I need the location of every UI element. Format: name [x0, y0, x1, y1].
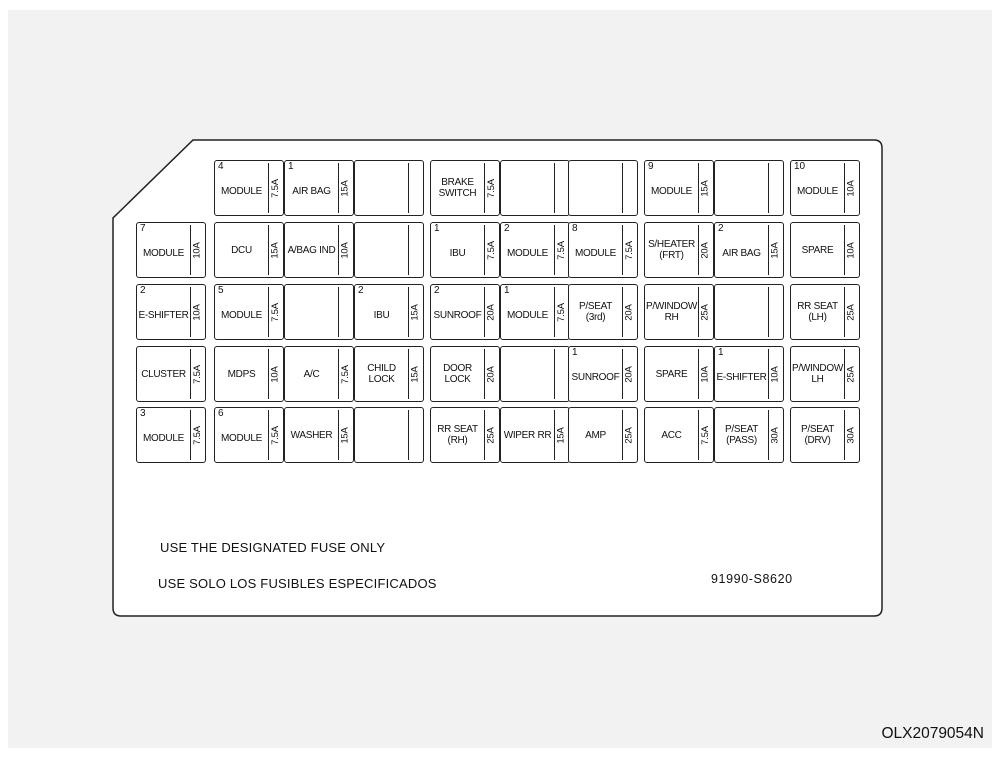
fuse-rating — [269, 347, 282, 401]
fuse-rating-text: 7.5A — [340, 364, 351, 384]
fuse-number: 2 — [358, 285, 364, 296]
fuse-rating-text: 10A — [192, 241, 203, 259]
fuse-rating — [269, 408, 282, 462]
fuse-slot — [354, 160, 424, 216]
fuse-slot — [644, 346, 714, 402]
fuse-label: SUNROOF — [571, 371, 620, 383]
fuse-slot — [568, 346, 638, 402]
fuse-rating — [699, 347, 712, 401]
fuse-slot — [284, 160, 354, 216]
fuse-slot — [790, 346, 860, 402]
fuse-label: SPARE — [801, 244, 834, 256]
fuse-slot — [500, 407, 570, 463]
fuse-number: 9 — [648, 161, 654, 172]
fuse-label: BRAKE SWITCH — [438, 177, 477, 199]
fuse-divider — [408, 410, 409, 460]
fuse-slot — [284, 284, 354, 340]
fuse-label: A/C — [303, 368, 320, 380]
fuse-slot — [214, 407, 284, 463]
fuse-rating — [699, 285, 712, 339]
fuse-label: WASHER — [290, 429, 333, 441]
fuse-label: RR SEAT (LH) — [797, 301, 838, 323]
fuse-rating-text: 15A — [410, 303, 421, 321]
fuse-slot — [284, 222, 354, 278]
fuse-divider — [408, 225, 409, 275]
fuse-slot — [430, 346, 500, 402]
fuse-slot — [644, 222, 714, 278]
fuse-slot — [284, 407, 354, 463]
fuse-label: AIR BAG — [292, 185, 331, 197]
fuse-rating — [269, 161, 282, 215]
fuse-rating-text: 15A — [770, 241, 781, 259]
fuse-slot — [430, 222, 500, 278]
fuse-label: P/WINDOW LH — [792, 363, 843, 385]
fuse-rating-text: 25A — [846, 365, 857, 383]
fuse-slot — [214, 160, 284, 216]
fuse-rating-text: 10A — [192, 303, 203, 321]
fuse-rating — [699, 223, 712, 277]
fuse-label: MODULE — [575, 247, 616, 259]
fuse-rating — [555, 285, 568, 339]
fuse-number: 8 — [572, 223, 578, 234]
fuse-rating — [269, 285, 282, 339]
fuse-label: MODULE — [797, 185, 838, 197]
fuse-rating — [623, 408, 636, 462]
fuse-divider — [622, 163, 623, 213]
fuse-rating — [485, 161, 498, 215]
fuse-slot — [790, 160, 860, 216]
fuse-rating-text: 7.5A — [486, 178, 497, 198]
fuse-number: 2 — [434, 285, 440, 296]
fuse-rating — [769, 347, 782, 401]
fuse-rating — [409, 285, 422, 339]
fuse-rating-text: 30A — [770, 426, 781, 444]
fuse-rating — [623, 285, 636, 339]
fuse-rating-text: 10A — [700, 365, 711, 383]
fuse-rating-text: 20A — [624, 365, 635, 383]
fuse-slot — [568, 222, 638, 278]
fuse-rating — [339, 408, 352, 462]
fuse-slot — [136, 222, 206, 278]
fuse-rating-text: 15A — [700, 179, 711, 197]
fuse-rating-text: 7.5A — [270, 178, 281, 198]
fuse-label: IBU — [373, 309, 390, 321]
fuse-rating-text: 15A — [410, 365, 421, 383]
fuse-slot — [354, 346, 424, 402]
fuse-rating — [339, 347, 352, 401]
fuse-slot — [568, 160, 638, 216]
fuse-rating-text: 25A — [624, 426, 635, 444]
fuse-slot — [430, 160, 500, 216]
fuse-number: 3 — [140, 408, 146, 419]
fuse-rating-text: 7.5A — [270, 425, 281, 445]
fuse-label: DCU — [231, 244, 252, 256]
fuse-rating-text: 10A — [846, 241, 857, 259]
fuse-rating-text: 20A — [486, 365, 497, 383]
fuse-slot — [714, 407, 784, 463]
fuse-label — [501, 347, 554, 401]
fuse-rating-text: 10A — [770, 365, 781, 383]
fuse-slot — [790, 284, 860, 340]
fuse-label: A/BAG IND — [287, 244, 336, 256]
fuse-label — [355, 408, 408, 462]
fuse-number: 2 — [718, 223, 724, 234]
fuse-slot — [214, 284, 284, 340]
fuse-slot — [214, 222, 284, 278]
fuse-rating — [769, 223, 782, 277]
fuse-rating-text: 7.5A — [192, 425, 203, 445]
fuse-slot — [500, 284, 570, 340]
fuse-label: MODULE — [221, 185, 262, 197]
fuse-rating — [845, 347, 858, 401]
fuse-label — [715, 285, 768, 339]
fuse-number: 1 — [288, 161, 294, 172]
fuse-slot — [500, 160, 570, 216]
fuse-slot — [644, 160, 714, 216]
fuse-rating-text: 10A — [846, 179, 857, 197]
fuse-rating-text: 15A — [556, 426, 567, 444]
fuse-rating — [769, 408, 782, 462]
fuse-divider — [408, 163, 409, 213]
fuse-slot — [714, 222, 784, 278]
fuse-number: 6 — [218, 408, 224, 419]
fuse-slot — [714, 160, 784, 216]
fuse-label — [355, 223, 408, 277]
fuse-number: 10 — [794, 161, 806, 172]
fuse-rating-text: 15A — [340, 426, 351, 444]
fuse-rating-text: 7.5A — [270, 302, 281, 322]
fuse-rating-text: 25A — [700, 303, 711, 321]
fuse-slot — [354, 284, 424, 340]
fuse-label: ACC — [661, 429, 682, 441]
fuse-label: P/SEAT (3rd) — [578, 301, 613, 323]
fuse-label: P/SEAT (PASS) — [724, 424, 759, 446]
fuse-number: 2 — [504, 223, 510, 234]
fuse-rating-text: 20A — [700, 241, 711, 259]
fuse-rating — [191, 408, 204, 462]
fuse-label — [569, 161, 622, 215]
fuse-rating-text: 7.5A — [556, 302, 567, 322]
fuse-label — [501, 161, 554, 215]
fuse-number: 7 — [140, 223, 146, 234]
fuse-slot — [790, 222, 860, 278]
fuse-slot — [790, 407, 860, 463]
fuse-number: 1 — [572, 347, 578, 358]
fuse-label: S/HEATER (FRT) — [648, 239, 695, 261]
fuse-label: P/WINDOW RH — [646, 301, 697, 323]
fuse-rating-text: 7.5A — [700, 425, 711, 445]
fuse-label: E-SHIFTER — [138, 309, 189, 321]
fuse-rating-text: 15A — [340, 179, 351, 197]
fuse-divider — [554, 163, 555, 213]
fuse-label: CLUSTER — [141, 368, 186, 380]
fuse-slot — [500, 346, 570, 402]
fuse-label: AMP — [585, 429, 606, 441]
instruction-note-english: USE THE DESIGNATED FUSE ONLY — [160, 540, 386, 555]
diagram-background — [8, 10, 992, 748]
fuse-rating-text: 10A — [270, 365, 281, 383]
fuse-number: 1 — [718, 347, 724, 358]
fuse-rating — [191, 285, 204, 339]
fuse-rating-text: 10A — [340, 241, 351, 259]
fuse-label: CHILD LOCK — [367, 363, 396, 385]
fuse-number: 5 — [218, 285, 224, 296]
fuse-slot — [354, 222, 424, 278]
fuse-rating — [555, 408, 568, 462]
fuse-rating-text: 30A — [846, 426, 857, 444]
fuse-rating-text: 25A — [486, 426, 497, 444]
fuse-label — [715, 161, 768, 215]
fuse-divider — [554, 349, 555, 399]
fuse-number: 4 — [218, 161, 224, 172]
fuse-rating — [845, 223, 858, 277]
fuse-rating — [485, 408, 498, 462]
fuse-rating — [623, 223, 636, 277]
fuse-rating — [485, 223, 498, 277]
fuse-rating-text: 7.5A — [192, 364, 203, 384]
fuse-label: MODULE — [143, 247, 184, 259]
fuse-rating — [699, 161, 712, 215]
fuse-label — [285, 285, 338, 339]
fuse-label: MODULE — [651, 185, 692, 197]
fuse-slot — [284, 346, 354, 402]
fuse-rating — [845, 408, 858, 462]
fuse-label: MODULE — [143, 432, 184, 444]
fuse-label: DOOR LOCK — [443, 363, 472, 385]
fuse-divider — [768, 163, 769, 213]
fuse-slot — [430, 407, 500, 463]
fuse-slot — [136, 284, 206, 340]
fuse-label: RR SEAT (RH) — [437, 424, 478, 446]
fuse-rating — [485, 347, 498, 401]
fuse-slot — [714, 284, 784, 340]
fuse-divider — [338, 287, 339, 337]
fuse-slot — [644, 407, 714, 463]
fuse-slot — [354, 407, 424, 463]
fuse-label: MDPS — [227, 368, 256, 380]
fuse-slot — [136, 407, 206, 463]
fuse-slot — [136, 346, 206, 402]
fuse-rating — [269, 223, 282, 277]
fuse-slot — [430, 284, 500, 340]
fuse-rating-text: 25A — [846, 303, 857, 321]
fuse-label: MODULE — [221, 309, 262, 321]
fuse-label: WIPER RR — [503, 429, 552, 441]
fuse-slot — [568, 284, 638, 340]
fuse-label: AIR BAG — [722, 247, 761, 259]
fuse-rating-text: 20A — [624, 303, 635, 321]
fuse-rating — [409, 347, 422, 401]
fuse-number: 1 — [504, 285, 510, 296]
fuse-number: 1 — [434, 223, 440, 234]
fuse-rating-text: 7.5A — [556, 240, 567, 260]
instruction-note-spanish: USE SOLO LOS FUSIBLES ESPECIFICADOS — [158, 576, 437, 591]
part-number: 91990-S8620 — [711, 572, 793, 586]
fuse-label: MODULE — [221, 432, 262, 444]
fuse-rating — [555, 223, 568, 277]
fuse-rating — [339, 161, 352, 215]
fuse-slot — [568, 407, 638, 463]
fuse-rating — [845, 285, 858, 339]
fuse-divider — [768, 287, 769, 337]
image-caption: OLX2079054N — [881, 725, 984, 742]
fuse-slot — [500, 222, 570, 278]
fuse-label — [355, 161, 408, 215]
fuse-slot — [644, 284, 714, 340]
fuse-label: MODULE — [507, 247, 548, 259]
fuse-rating — [699, 408, 712, 462]
fuse-rating — [845, 161, 858, 215]
fuse-label: P/SEAT (DRV) — [800, 424, 835, 446]
fuse-rating — [485, 285, 498, 339]
fuse-rating-text: 7.5A — [624, 240, 635, 260]
fuse-rating-text: 7.5A — [486, 240, 497, 260]
fuse-label: MODULE — [507, 309, 548, 321]
fuse-rating-text: 15A — [270, 241, 281, 259]
fuse-label: SUNROOF — [433, 309, 482, 321]
fuse-slot — [214, 346, 284, 402]
fuse-rating — [623, 347, 636, 401]
fuse-label: SPARE — [655, 368, 688, 380]
fuse-rating — [191, 223, 204, 277]
fuse-rating-text: 20A — [486, 303, 497, 321]
fuse-label: E-SHIFTER — [716, 371, 767, 383]
fuse-number: 2 — [140, 285, 146, 296]
fuse-label: IBU — [449, 247, 466, 259]
fuse-slot — [714, 346, 784, 402]
fuse-rating — [191, 347, 204, 401]
fuse-rating — [339, 223, 352, 277]
